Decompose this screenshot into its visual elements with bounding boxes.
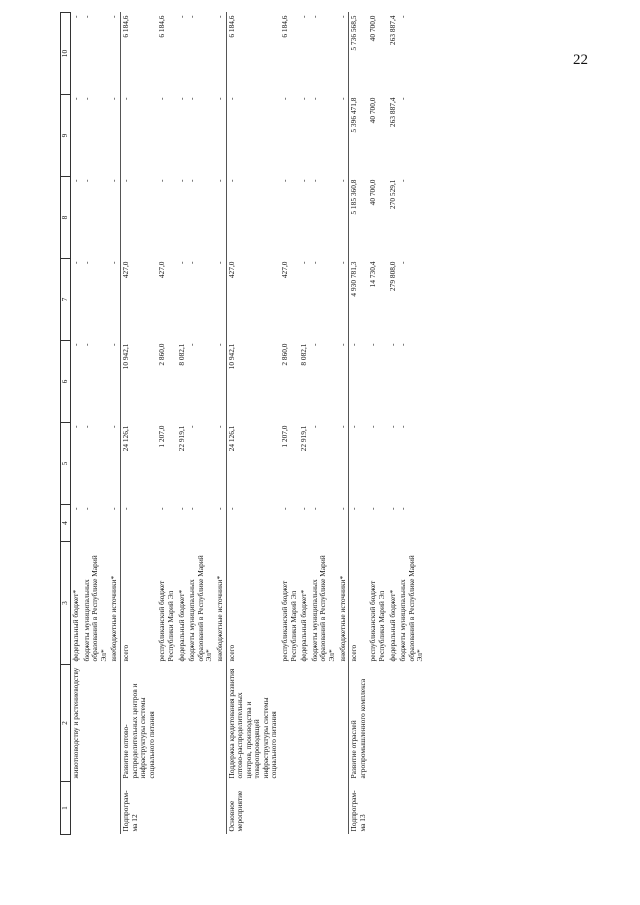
value-cell: 279 808,0 xyxy=(387,261,397,292)
value-cell: - xyxy=(337,15,347,18)
column-header: 7 xyxy=(61,259,71,341)
value-cell: - xyxy=(109,425,119,428)
program-code-cell: Подпрограм-ма 13 xyxy=(349,782,369,835)
table-row xyxy=(349,13,369,835)
value-cell: - xyxy=(309,507,319,510)
table-row xyxy=(299,13,310,835)
value-cell: - xyxy=(176,179,186,182)
value-cell: 24 126,1 xyxy=(120,423,157,505)
value-cell: - xyxy=(214,97,224,100)
value-cell: - xyxy=(398,97,408,100)
program-name-cell xyxy=(82,665,110,782)
table-row xyxy=(109,13,120,835)
value-cell: - xyxy=(299,97,309,100)
value-cell: - xyxy=(71,343,80,346)
column-number-row xyxy=(61,13,71,835)
column-header: 9 xyxy=(61,95,71,177)
value-cell: - xyxy=(309,179,319,182)
value-cell: 263 887,4 xyxy=(387,15,397,46)
value-cell: - xyxy=(398,507,408,510)
column-header: 2 xyxy=(61,665,71,782)
program-name-cell xyxy=(187,665,215,782)
value-cell: 22 919,1 xyxy=(176,425,186,452)
value-cell: - xyxy=(368,507,378,510)
funding-source-cell: внебюджетные источники* xyxy=(214,575,224,662)
program-code-cell xyxy=(71,782,82,835)
value-cell: - xyxy=(398,179,408,182)
value-cell: - xyxy=(398,343,408,346)
program-code-cell xyxy=(215,782,226,835)
funding-source-cell: федеральный бюджет* xyxy=(176,589,186,662)
value-cell: - xyxy=(176,261,186,264)
program-name-cell xyxy=(310,665,338,782)
value-cell: 14 730,4 xyxy=(368,261,378,288)
value-cell: - xyxy=(71,507,80,510)
program-code-cell xyxy=(338,782,349,835)
program-name-cell xyxy=(338,665,349,782)
value-cell: - xyxy=(368,343,378,346)
value-cell: - xyxy=(187,97,197,100)
program-code-cell: Подпрограм-ма 12 xyxy=(120,782,157,835)
table-row xyxy=(82,13,110,835)
value-cell: - xyxy=(387,343,397,346)
value-cell: - xyxy=(337,97,347,100)
value-cell: - xyxy=(309,15,319,18)
funding-source-cell: внебюджетные источники* xyxy=(337,575,347,662)
value-cell: - xyxy=(157,97,167,100)
value-cell: - xyxy=(299,15,309,18)
table-row xyxy=(280,13,299,835)
value-cell: - xyxy=(81,179,91,182)
program-name-cell: Развитие оптово-распределительных центров и инфраструктуры системы социального питания xyxy=(120,665,157,782)
program-code-cell xyxy=(177,782,188,835)
value-cell: - xyxy=(280,97,290,100)
value-cell: 270 529,1 xyxy=(387,179,397,210)
value-cell: - xyxy=(226,505,280,542)
rotated-table-container xyxy=(60,15,530,835)
program-code-cell xyxy=(368,782,387,835)
value-cell: 263 887,4 xyxy=(387,97,397,128)
column-header: 6 xyxy=(61,341,71,423)
value-cell: 5 736 568,5 xyxy=(349,13,369,95)
table-row xyxy=(398,13,426,835)
funding-source-cell: бюджеты муниципальных образований в Республике Марий Эл* xyxy=(81,555,108,662)
funding-source-cell: республиканский бюджет Республики Марий Эл xyxy=(280,580,298,662)
value-cell: - xyxy=(81,425,91,428)
value-cell: - xyxy=(187,15,197,18)
value-cell: - xyxy=(71,425,80,428)
program-code-cell xyxy=(299,782,310,835)
value-cell: - xyxy=(214,261,224,264)
value-cell: 8 082,1 xyxy=(176,343,186,366)
program-name-cell: Поддержка кредитования развития оптово-распределительных центров, производства и товаропроводящей инфраструктуры системы социального питания xyxy=(226,665,280,782)
value-cell: - xyxy=(176,507,186,510)
value-cell: - xyxy=(81,97,91,100)
program-name-cell: Развитие отраслей агропромышленного комплекса xyxy=(349,665,369,782)
table-row xyxy=(338,13,349,835)
value-cell: 6 184,6 xyxy=(157,15,167,38)
value-cell: - xyxy=(337,179,347,182)
value-cell: 5 185 360,8 xyxy=(349,177,369,259)
budget-table xyxy=(60,12,426,835)
value-cell: - xyxy=(157,507,167,510)
program-name-cell xyxy=(215,665,226,782)
table-row xyxy=(226,13,280,835)
value-cell: - xyxy=(299,179,309,182)
funding-source-cell: всего xyxy=(349,542,369,665)
funding-source-cell: бюджеты муниципальных образований в Республике Марий Эл* xyxy=(309,555,337,662)
value-cell: 4 930 781,3 xyxy=(349,259,369,341)
program-code-cell xyxy=(157,782,176,835)
funding-source-cell: федеральный бюджет* xyxy=(299,589,309,662)
page-number: 22 xyxy=(573,52,588,68)
program-code-cell xyxy=(280,782,299,835)
program-name-cell xyxy=(299,665,310,782)
value-cell: - xyxy=(109,261,119,264)
table-row xyxy=(177,13,188,835)
program-name-cell xyxy=(398,665,426,782)
value-cell: - xyxy=(187,343,197,346)
program-code-cell xyxy=(82,782,110,835)
value-cell: - xyxy=(280,507,290,510)
value-cell: - xyxy=(120,95,157,177)
value-cell: - xyxy=(349,423,369,505)
value-cell: 22 919,1 xyxy=(299,425,309,452)
value-cell: 427,0 xyxy=(157,261,167,279)
value-cell: 40 700,0 xyxy=(368,97,378,124)
funding-source-cell: республиканский бюджет Республики Марий Эл xyxy=(157,580,175,662)
funding-source-cell: всего xyxy=(120,542,157,665)
value-cell: - xyxy=(280,179,290,182)
value-cell: - xyxy=(109,179,119,182)
program-code-cell xyxy=(388,782,399,835)
column-header: 10 xyxy=(61,13,71,95)
value-cell: 8 082,1 xyxy=(299,343,309,366)
column-header: 1 xyxy=(61,782,71,835)
column-header: 5 xyxy=(61,423,71,505)
value-cell: - xyxy=(187,507,197,510)
program-code-cell xyxy=(398,782,426,835)
program-code-cell xyxy=(187,782,215,835)
value-cell: - xyxy=(299,507,309,510)
table-row xyxy=(215,13,226,835)
value-cell: - xyxy=(226,177,280,259)
value-cell: - xyxy=(120,177,157,259)
funding-source-cell: республиканский бюджет Республики Марий Эл xyxy=(368,580,386,662)
value-cell: - xyxy=(81,343,91,346)
value-cell: 10 942,1 xyxy=(226,341,280,423)
value-cell: 24 126,1 xyxy=(226,423,280,505)
table-row xyxy=(157,13,176,835)
value-cell: - xyxy=(120,505,157,542)
value-cell: 6 184,6 xyxy=(120,13,157,95)
value-cell: 6 184,6 xyxy=(226,13,280,95)
program-name-cell xyxy=(388,665,399,782)
value-cell: - xyxy=(81,261,91,264)
value-cell: 1 207,0 xyxy=(280,425,290,448)
value-cell: - xyxy=(214,425,224,428)
value-cell: - xyxy=(187,261,197,264)
value-cell: - xyxy=(109,15,119,18)
column-header: 3 xyxy=(61,542,71,665)
value-cell: 1 207,0 xyxy=(157,425,167,448)
value-cell: - xyxy=(81,15,91,18)
table-row xyxy=(187,13,215,835)
value-cell: 6 184,6 xyxy=(280,15,290,38)
value-cell: - xyxy=(71,261,80,264)
value-cell: - xyxy=(214,343,224,346)
program-name-cell xyxy=(368,665,387,782)
funding-source-cell: бюджеты муниципальных образований в Республике Марий Эл* xyxy=(398,555,425,662)
value-cell: - xyxy=(398,425,408,428)
value-cell: 10 942,1 xyxy=(120,341,157,423)
value-cell: 2 860,0 xyxy=(280,343,290,366)
value-cell: 427,0 xyxy=(226,259,280,341)
value-cell: - xyxy=(337,343,347,346)
value-cell: 2 860,0 xyxy=(157,343,167,366)
table-row xyxy=(120,13,157,835)
value-cell: - xyxy=(71,97,80,100)
value-cell: - xyxy=(299,261,309,264)
program-name-cell xyxy=(177,665,188,782)
value-cell: - xyxy=(337,261,347,264)
value-cell: - xyxy=(337,507,347,510)
program-code-cell xyxy=(310,782,338,835)
value-cell: - xyxy=(187,425,197,428)
table-row xyxy=(388,13,399,835)
value-cell: - xyxy=(81,507,91,510)
value-cell: - xyxy=(109,507,119,510)
table-row xyxy=(368,13,387,835)
value-cell: - xyxy=(398,261,408,264)
value-cell: 427,0 xyxy=(120,259,157,341)
value-cell: - xyxy=(109,97,119,100)
value-cell: - xyxy=(309,425,319,428)
value-cell: - xyxy=(387,425,397,428)
value-cell: - xyxy=(187,179,197,182)
table-row xyxy=(310,13,338,835)
value-cell: - xyxy=(71,179,80,182)
funding-source-cell: федеральный бюджет* xyxy=(71,589,80,662)
value-cell: - xyxy=(176,15,186,18)
column-header: 8 xyxy=(61,177,71,259)
funding-source-cell: федеральный бюджет* xyxy=(387,589,397,662)
value-cell: - xyxy=(214,15,224,18)
value-cell: - xyxy=(214,179,224,182)
value-cell: - xyxy=(387,507,397,510)
value-cell: - xyxy=(309,261,319,264)
value-cell: - xyxy=(309,97,319,100)
funding-source-cell: бюджеты муниципальных образований в Республике Марий Эл* xyxy=(187,555,214,662)
program-name-cell xyxy=(280,665,299,782)
value-cell: - xyxy=(309,343,319,346)
program-code-cell xyxy=(109,782,120,835)
value-cell: - xyxy=(337,425,347,428)
program-name-cell xyxy=(109,665,120,782)
program-name-cell xyxy=(157,665,176,782)
funding-source-cell: внебюджетные источники* xyxy=(109,575,119,662)
column-header: 4 xyxy=(61,505,71,542)
table-body xyxy=(71,13,426,835)
program-name-cell: животноводству и растениеводству xyxy=(71,667,80,779)
value-cell: - xyxy=(368,425,378,428)
value-cell: - xyxy=(398,15,408,18)
value-cell: - xyxy=(349,505,369,542)
value-cell: 5 396 471,8 xyxy=(349,95,369,177)
value-cell: - xyxy=(214,507,224,510)
value-cell: - xyxy=(349,341,369,423)
value-cell: - xyxy=(176,97,186,100)
value-cell: 40 700,0 xyxy=(368,179,378,206)
value-cell: 427,0 xyxy=(280,261,290,279)
value-cell: - xyxy=(157,179,167,182)
value-cell: - xyxy=(109,343,119,346)
value-cell: - xyxy=(226,95,280,177)
value-cell: 40 700,0 xyxy=(368,15,378,42)
value-cell: - xyxy=(71,15,80,18)
funding-source-cell: всего xyxy=(226,542,280,665)
table-row xyxy=(71,13,82,835)
program-code-cell: Основное мероприятие xyxy=(226,782,280,835)
